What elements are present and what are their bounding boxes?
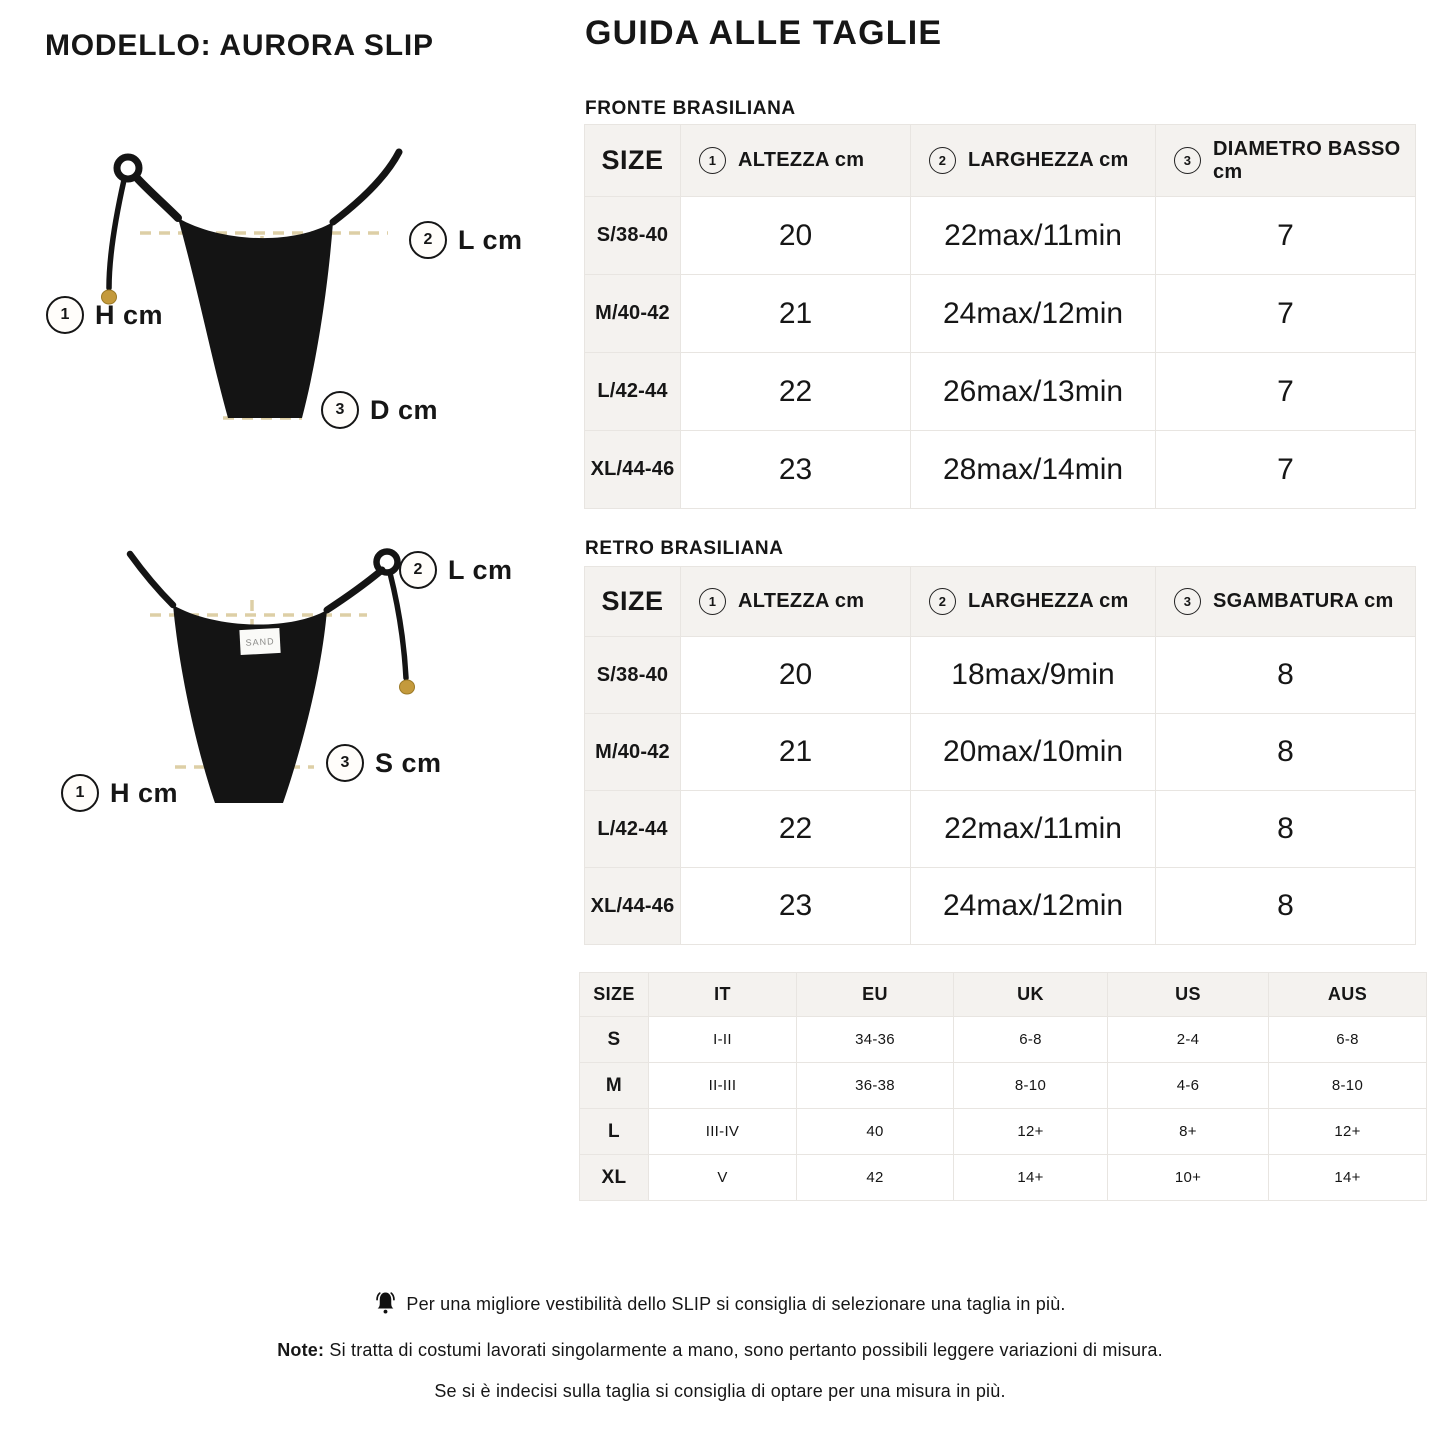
table-row bbox=[585, 197, 1416, 275]
measure-label: H cm bbox=[95, 299, 164, 330]
circled-number-icon: 1 bbox=[699, 147, 726, 174]
conversion-header-us: US bbox=[1108, 973, 1269, 1017]
knot-icon bbox=[377, 552, 398, 573]
circled-number-icon: 2 bbox=[929, 588, 956, 615]
front-table-section-label: FRONTE BRASILIANA bbox=[585, 98, 796, 119]
column-header-altezza bbox=[681, 147, 910, 174]
value-cell: 7 bbox=[1156, 275, 1416, 353]
value-cell: 20 bbox=[681, 637, 911, 714]
column-header-sgambatura bbox=[1156, 588, 1415, 615]
conversion-row bbox=[580, 1109, 1427, 1155]
column-header-label: LARGHEZZA cm bbox=[968, 149, 1129, 171]
column-header-altezza bbox=[681, 588, 910, 615]
annotation-h bbox=[61, 774, 178, 812]
size-cell: M/40-42 bbox=[585, 714, 681, 791]
knot-icon bbox=[117, 157, 139, 179]
size-cell: S/38-40 bbox=[585, 197, 681, 275]
value-cell: 8 bbox=[1156, 714, 1416, 791]
conversion-row bbox=[580, 1155, 1427, 1201]
measure-label: D cm bbox=[370, 394, 439, 425]
front-size-table bbox=[584, 124, 1416, 509]
value-cell: 21 bbox=[681, 714, 911, 791]
note-line-2 bbox=[0, 1338, 1440, 1362]
table-row bbox=[585, 353, 1416, 431]
conversion-header-size: SIZE bbox=[580, 973, 649, 1017]
size-cell: XL bbox=[580, 1155, 649, 1201]
circled-number-badge: 1 bbox=[61, 774, 99, 812]
conversion-cell: 6-8 bbox=[1269, 1017, 1427, 1063]
bell-icon bbox=[374, 1290, 397, 1321]
value-cell: 23 bbox=[681, 431, 911, 509]
value-cell: 26max/13min bbox=[911, 353, 1156, 431]
hanging-string bbox=[109, 180, 124, 288]
value-cell: 24max/12min bbox=[911, 275, 1156, 353]
size-cell: S/38-40 bbox=[585, 637, 681, 714]
annotation-l bbox=[409, 221, 523, 259]
page-title: GUIDA ALLE TAGLIE bbox=[585, 14, 943, 52]
value-cell: 22max/11min bbox=[911, 197, 1156, 275]
tie-string-right bbox=[327, 570, 382, 610]
column-header-label: SGAMBATURA cm bbox=[1213, 590, 1394, 612]
bikini-back-diagram bbox=[40, 540, 560, 860]
column-header-label: ALTEZZA cm bbox=[738, 149, 865, 171]
conversion-cell: 12+ bbox=[1269, 1109, 1427, 1155]
conversion-cell: V bbox=[649, 1155, 797, 1201]
column-header-label: LARGHEZZA cm bbox=[968, 590, 1129, 612]
value-cell: 8 bbox=[1156, 868, 1416, 945]
table-row bbox=[585, 431, 1416, 509]
measure-label: L cm bbox=[458, 224, 523, 255]
value-cell: 20max/10min bbox=[911, 714, 1156, 791]
conversion-cell: 14+ bbox=[1269, 1155, 1427, 1201]
annotation-d bbox=[321, 391, 438, 429]
header-row bbox=[580, 973, 1427, 1017]
note-text: Per una migliore vestibilità dello SLIP si consiglia di selezionare una taglia in più. bbox=[406, 1294, 1066, 1314]
table-row bbox=[585, 714, 1416, 791]
circled-number-icon: 2 bbox=[929, 147, 956, 174]
conversion-cell: 40 bbox=[797, 1109, 954, 1155]
size-cell: L/42-44 bbox=[585, 791, 681, 868]
conversion-row bbox=[580, 1063, 1427, 1109]
conversion-header-uk: UK bbox=[954, 973, 1108, 1017]
back-size-table bbox=[584, 566, 1416, 945]
size-cell: M/40-42 bbox=[585, 275, 681, 353]
annotation-s bbox=[326, 744, 442, 782]
brand-tag-label: SAND bbox=[245, 636, 275, 648]
conversion-cell: 42 bbox=[797, 1155, 954, 1201]
size-cell: XL/44-46 bbox=[585, 868, 681, 945]
note-line-1 bbox=[0, 1290, 1440, 1321]
value-cell: 7 bbox=[1156, 431, 1416, 509]
measure-label: L cm bbox=[448, 554, 513, 585]
tie-string-left bbox=[130, 554, 173, 605]
header-row bbox=[585, 125, 1416, 197]
footer-notes bbox=[0, 1290, 1440, 1420]
column-header-larghezza bbox=[911, 588, 1155, 615]
annotation-h bbox=[46, 296, 163, 334]
size-cell: S bbox=[580, 1017, 649, 1063]
note-prefix: Note: bbox=[277, 1340, 325, 1360]
circled-number-icon: 3 bbox=[1174, 147, 1201, 174]
conversion-header-eu: EU bbox=[797, 973, 954, 1017]
conversion-header-aus: AUS bbox=[1269, 973, 1427, 1017]
conversion-cell: 10+ bbox=[1108, 1155, 1269, 1201]
value-cell: 20 bbox=[681, 197, 911, 275]
gold-bead-icon bbox=[400, 680, 415, 694]
conversion-cell: 8+ bbox=[1108, 1109, 1269, 1155]
circled-number-icon: 3 bbox=[1174, 588, 1201, 615]
value-cell: 7 bbox=[1156, 197, 1416, 275]
circled-number-badge: 3 bbox=[326, 744, 364, 782]
conversion-cell: 8-10 bbox=[954, 1063, 1108, 1109]
tie-string-right bbox=[333, 152, 399, 222]
value-cell: 23 bbox=[681, 868, 911, 945]
circled-number-badge: 3 bbox=[321, 391, 359, 429]
value-cell: 7 bbox=[1156, 353, 1416, 431]
conversion-cell: II-III bbox=[649, 1063, 797, 1109]
conversion-cell: III-IV bbox=[649, 1109, 797, 1155]
table-row bbox=[585, 868, 1416, 945]
conversion-cell: 34-36 bbox=[797, 1017, 954, 1063]
column-header-size: SIZE bbox=[585, 125, 681, 197]
value-cell: 8 bbox=[1156, 791, 1416, 868]
conversion-cell: 36-38 bbox=[797, 1063, 954, 1109]
bikini-front-illustration bbox=[40, 130, 550, 450]
header-row bbox=[585, 567, 1416, 637]
back-table-section-label: RETRO BRASILIANA bbox=[585, 538, 784, 559]
bikini-front-diagram bbox=[40, 130, 550, 450]
value-cell: 22max/11min bbox=[911, 791, 1156, 868]
conversion-cell: I-II bbox=[649, 1017, 797, 1063]
column-header-size: SIZE bbox=[585, 567, 681, 637]
conversion-cell: 12+ bbox=[954, 1109, 1108, 1155]
column-header-label: DIAMETRO BASSO cm bbox=[1213, 137, 1401, 183]
tie-string-left bbox=[137, 178, 178, 218]
table-row bbox=[585, 637, 1416, 714]
value-cell: 22 bbox=[681, 791, 911, 868]
value-cell: 22 bbox=[681, 353, 911, 431]
measure-label: H cm bbox=[110, 777, 179, 808]
annotation-l bbox=[399, 551, 513, 589]
size-cell: M bbox=[580, 1063, 649, 1109]
model-title: MODELLO: AURORA SLIP bbox=[45, 29, 434, 62]
conversion-cell: 6-8 bbox=[954, 1017, 1108, 1063]
circled-number-badge: 1 bbox=[46, 296, 84, 334]
conversion-header-it: IT bbox=[649, 973, 797, 1017]
column-header-diametro bbox=[1156, 138, 1415, 184]
bikini-bottom-shape bbox=[178, 218, 333, 418]
value-cell: 24max/12min bbox=[911, 868, 1156, 945]
measure-label: S cm bbox=[375, 747, 442, 778]
conversion-cell: 14+ bbox=[954, 1155, 1108, 1201]
size-cell: XL/44-46 bbox=[585, 431, 681, 509]
conversion-cell: 2-4 bbox=[1108, 1017, 1269, 1063]
conversion-cell: 4-6 bbox=[1108, 1063, 1269, 1109]
brand-tag bbox=[239, 628, 280, 655]
circled-number-badge: 2 bbox=[409, 221, 447, 259]
circled-number-icon: 1 bbox=[699, 588, 726, 615]
table-row bbox=[585, 791, 1416, 868]
circled-number-badge: 2 bbox=[399, 551, 437, 589]
note-text: Si tratta di costumi lavorati singolarmente a mano, sono pertanto possibili leggere variazioni di misura. bbox=[329, 1340, 1163, 1360]
note-line-3 bbox=[0, 1379, 1440, 1403]
note-text: Se si è indecisi sulla taglia si consiglia di optare per una misura in più. bbox=[434, 1381, 1006, 1401]
size-cell: L bbox=[580, 1109, 649, 1155]
value-cell: 8 bbox=[1156, 637, 1416, 714]
conversion-cell: 8-10 bbox=[1269, 1063, 1427, 1109]
column-header-larghezza bbox=[911, 147, 1155, 174]
value-cell: 28max/14min bbox=[911, 431, 1156, 509]
conversion-size-table bbox=[579, 972, 1427, 1201]
value-cell: 18max/9min bbox=[911, 637, 1156, 714]
size-cell: L/42-44 bbox=[585, 353, 681, 431]
column-header-label: ALTEZZA cm bbox=[738, 590, 865, 612]
value-cell: 21 bbox=[681, 275, 911, 353]
conversion-row bbox=[580, 1017, 1427, 1063]
table-row bbox=[585, 275, 1416, 353]
